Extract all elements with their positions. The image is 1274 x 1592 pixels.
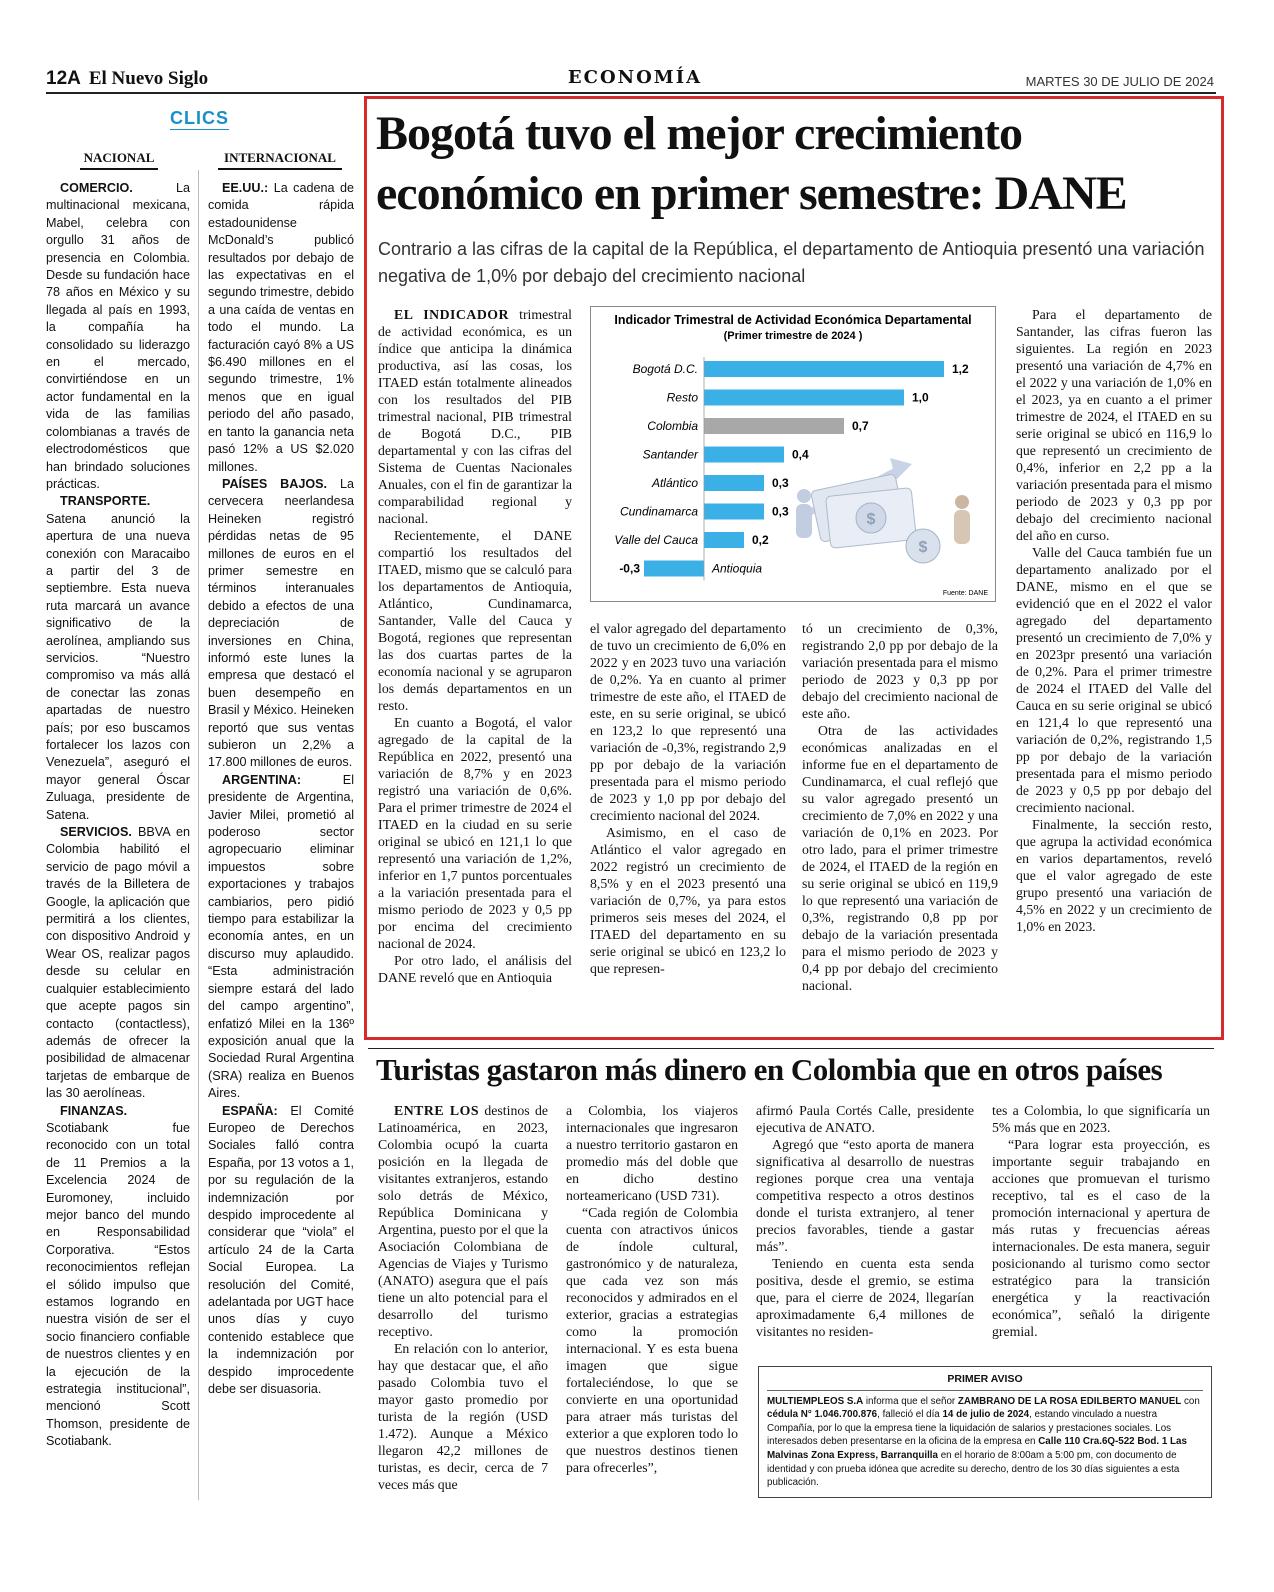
paragraph: [378, 306, 572, 527]
legal-notice: [758, 1366, 1212, 1498]
paragraph: afirmó Paula Cortés Calle, presidente ejecutiva de ANATO.: [756, 1103, 974, 1135]
article1-column-4: [1016, 306, 1212, 935]
briefs-nacional: [46, 180, 190, 1451]
chart-bar: [704, 532, 744, 548]
paragraph: Teniendo en cuenta esta senda positiva, desde el gremio, se estima que, para el cierre de 2024, llegarían aproximadamente 6,4 millones de visitantes no residen-: [756, 1256, 974, 1339]
column-divider: [198, 170, 199, 1500]
brief-item: [208, 1103, 354, 1399]
paragraph: En relación con lo anterior, hay que destacar que, el año pasado Colombia tuvo el mayor gasto promedio por turista de la región (USD 1.472). Aunque a México llegaron 42,2 millones de turistas, es decir, cerca de 7 veces más que: [378, 1341, 548, 1492]
brief-item: [46, 180, 190, 493]
brief-item: [46, 824, 190, 1103]
article-subtitle: Contrario a las cifras de la capital de la República, el departamento de Antioquia presentó una variación negativa de 1,0% por debajo del crecimiento nacional: [378, 239, 1205, 286]
chart-bar: [704, 504, 764, 520]
brief-text: El Comité Europeo de Derechos Sociales falló contra España, por 13 votos a 1, por su regulación de la indemnización por despido improcedente al considerar que “viola” el artículo 24 de la Carta Social Europea. La resolución del Comité, adelantada por UGT hace unos días y cuyo contenido establece que la indemnización por despido improcedente debe ser disuasoria.: [208, 1103, 354, 1397]
column-heading-internacional: INTERNACIONAL: [218, 150, 342, 170]
article2-column-1: [378, 1102, 548, 1493]
brief-lead: PAÍSES BAJOS.: [222, 476, 328, 491]
chart-category-label: Atlántico: [651, 476, 698, 490]
chart-category-label: Cundinamarca: [619, 504, 698, 519]
brief-text: BBVA en Colombia habilitó el servicio de pago móvil a través de la Billetera de Google, la aplicación que permitirá a los clientes, con dispositivo Android y Wear OS, realizar pagos desde su celular en cualquier establecimiento que acepte pagos sin contacto (contactless), además de ofrecer la posibilidad de almacenar tarjetas de embarque de las 30 aerolíneas.: [46, 825, 190, 1101]
article-headline: Bogotá tuvo el mejor crecimiento económico en primer semestre: DANE: [376, 107, 1127, 220]
paragraph: [378, 1102, 548, 1340]
brief-text: Satena anunció la apertura de una nueva conexión con Maracaibo a partir del 3 de septiembre. Esta nueva ruta marcará un avance significativo de la aerolínea, ampliando sus servicios. “Nuestro compromiso va más allá de conectar las zonas apartadas de nuestro país; por eso buscamos fortalecer los lazos con Venezuela”, aseguró el mayor general Óscar Zuluaga, presidente de Satena.: [46, 511, 190, 822]
paragraph: Agregó que “esto aporta de manera significativa al desarrollo de nuestras regiones porque crea una ventaja competitiva respecto a otros destinos donde el turista extranjero, al tener precios favorables, tiende a gastar más”.: [756, 1137, 974, 1254]
clics-label: CLICS: [170, 108, 229, 128]
paragraph: En cuanto a Bogotá, el valor agregado de la capital de la República en 2022, presentó una variación de 8,7% y en 2023 registró una variación de 0,6%. Para el primer trimestre de 2024 el ITAED en la ciudad en su serie original se ubicó en 121,1 lo que representó una variación de 1,2%, inferior en 1,7 puntos porcentuales a la variación presentada para el mismo periodo de 2023 y 0,5 pp por encima del crecimiento nacional de 2024.: [378, 715, 572, 951]
issue-date: MARTES 30 DE JULIO DE 2024: [1025, 74, 1214, 89]
chart-bar: [704, 390, 904, 406]
chart-category-label: Antioquia: [712, 561, 763, 576]
brief-text: La cervecera neerlandesa Heineken registró pérdidas netas de 95 millones de euros en el primer semestre en términos interanuales debido a efectos de una depreciación de inversiones en China, informó este lunes la empresa que destacó el buen desempeño en Brasil y México. Heineken reportó que sus ventas subieron un 2,2% a 17.800 millones de euros.: [208, 476, 354, 770]
chart-value-label: 0,2: [752, 533, 769, 547]
paragraph: Valle del Cauca también fue un departamento analizado por el DANE, mismo en el que se evidenció que en el 2022 el valor agregado del departamento presentó un crecimiento de 7,0% y en 2023pr presentó una variación de 0,2%. Para el primer trimestre de 2024 el ITAED del Valle del Cauca en su serie original se ubicó en 121,4 lo que representó una variación de 0,2%, registrando 1,5 pp por debajo de la variación presentada para el mismo periodo de 2023 y 0,5 pp por debajo del crecimiento nacional.: [1016, 545, 1212, 815]
paragraph-text: trimestral de actividad económica, es un índice que anticipa la dinámica productiva, así las cosas, los ITAED están totalmente alineados con los resultados del PIB trimestral nacional, PIB trimestral de Bogotá D.C., PIB departamental y con las cifras del Sistema de Cuentas Nacionales Anuales, con el fin de garantizar la comparabilidad regional y nacional.: [378, 307, 572, 526]
article2-column-3: [756, 1102, 974, 1340]
page-number: 12A: [46, 68, 81, 89]
paragraph: Asimismo, en el caso de Atlántico el valor agregado en 2022 registró un crecimiento de 8,5% y en el 2023 presentó una variación de 0,7%, ya para estos primeros seis meses del 2024, el ITAED del departamento en su serie original se ubicó en 123,2 lo que represen-: [590, 825, 786, 976]
notice-divider: [767, 1390, 1203, 1391]
brief-text: Scotiabank fue reconocido con un total de 11 Premios a la Excelencia 2024 de Euromoney, incluido mejor banco del mundo en Responsabilidad Corporativa. “Estos reconocimientos reflejan el sólido impulso que estamos logrando en nuestra visión de ser el socio financiero confiable de nuestros clientes y en la ejecución de la estrategia institucional”, mencionó Scott Thomson, presidente de Scotiabank.: [46, 1120, 190, 1449]
chart-value-label: 1,2: [952, 362, 969, 376]
chart-category-label: Colombia: [647, 419, 698, 433]
chart-bar: [704, 447, 784, 463]
brief-lead: TRANSPORTE.: [60, 494, 151, 509]
paragraph: Para el departamento de Santander, las cifras fueron las siguientes. La región en 2023 presentó una variación de 4,7% en el 2022 y una variación de 1,0% en el 2023, ya en cuanto a el primer trimestre de 2024, el ITAED en su serie original se ubicó en 116,9 lo que representó un crecimiento de 0,4%, inferior en 2,2 pp a la variación presentada para el mismo periodo de 2023 y 0,3 pp por debajo del crecimiento nacional del año en curso.: [1016, 307, 1212, 543]
paragraph: el valor agregado del departamento de tuvo un crecimiento de 6,0% en 2022 y en 2023 tuvo una variación de 0,2%. Ya en cuanto al primer trimestre de este año, el ITAED de este, en su serie original, se ubicó en 123,2 lo que representó una variación de -0,3%, registrando 2,9 pp por debajo de la variación presentada para el mismo periodo de 2023 y 1,0 pp por debajo del crecimiento nacional del 2024.: [590, 621, 786, 823]
header-divider: [46, 92, 1216, 94]
notice-text: , falleció el día: [877, 1409, 943, 1421]
column-heading-nacional: NACIONAL: [80, 150, 158, 170]
article-lead: EL INDICADOR: [394, 307, 510, 322]
paragraph: “Cada región de Colombia cuenta con atractivos únicos de índole cultural, gastronómico y de naturaleza, que cada vez son más reconocidos y admirados en el exterior, gracias a estrategias como la promoción internacional. Y es esta buena imagen que sigue fortaleciéndose, lo que se convierte en una oportunidad para atraer más turistas del exterior a que exploren todo lo que nuestros destinos tienen para ofrecerles”,: [566, 1205, 738, 1475]
brief-text: La multinacional mexicana, Mabel, celebra con orgullo 31 años de presencia en Colombia. Desde su fundación hace 78 años en México y su llegada al país en 1993, la compañía ha consolidado su liderazgo en el mercado, convirtiéndose en un actor fundamental en la vida de las familias colombianas a través de electrodomésticos que han brindado soluciones prácticas.: [46, 181, 190, 491]
chart-category-label: Santander: [642, 447, 698, 462]
chart-bar: [704, 475, 764, 491]
chart-bar: [704, 418, 844, 434]
brief-item: [208, 772, 354, 1103]
chart-category-label: Valle del Cauca: [614, 533, 698, 547]
chart-subtitle: (Primer trimestre de 2024 ): [723, 330, 863, 342]
brief-item: [46, 493, 190, 824]
brief-lead: FINANZAS.: [60, 1103, 128, 1118]
paragraph: Otra de las actividades económicas analizadas en el informe fue en el departamento de Cundinamarca, el cual reflejó que su valor agregado presentó un crecimiento de 7,0% en 2022 y una variación de 0,1% en 2023. Por otro lado, para el primer trimestre de 2024, el ITAED de la región en su serie original se ubicó en 119,9 lo que representó una variación de 0,3%, registrando 0,8 pp por debajo de la variación presentada para el mismo periodo de 2023 y 0,4 pp por debajo del crecimiento nacional.: [802, 723, 998, 993]
notice-id: cédula N° 1.046.700.876: [767, 1409, 878, 1421]
paragraph: a Colombia, los viajeros internacionales que ingresaron a nuestro territorio gastaron en promedio más del doble que en dicho destino norteamericano (USD 731).: [566, 1103, 738, 1203]
chart-value-label: 1,0: [912, 390, 929, 405]
notice-title: PRIMER AVISO: [947, 1373, 1023, 1385]
svg-text:$: $: [918, 539, 928, 556]
chart-source: Fuente: DANE: [942, 590, 988, 597]
paragraph: Por otro lado, el análisis del DANE reveló que en Antioquia: [378, 953, 572, 985]
brief-lead: SERVICIOS.: [60, 825, 132, 840]
paragraph: Recientemente, el DANE compartió los resultados del ITAED, mismo que se calculó para los departamentos de Antioquia, Atlántico, Cundinamarca, Santander, Valle del Cauca y Bogotá, regiones que representan las dos cuartas partes de la economía nacional y se agruparon los demás departamentos en un resto.: [378, 528, 572, 713]
brief-item: [208, 476, 354, 772]
paragraph-text: destinos de Latinoamérica, en 2023, Colombia ocupó la cuarta posición en la llegada de visitantes extranjeros, estando solo detrás de México, República Dominicana y Argentina, puesto por el que la Asociación Colombiana de Agencias de Viajes y Turismo (ANATO) asegura que el país tiene un alto potencial para el desarrollo del turismo receptivo.: [378, 1103, 549, 1339]
brief-item: [208, 180, 354, 476]
brief-lead: EE.UU.:: [222, 181, 269, 195]
chart-title: Indicador Trimestral de Actividad Económica Departamental: [614, 313, 972, 327]
chart-svg: [590, 306, 996, 602]
article1-column-2: [590, 620, 786, 977]
chart-value-label: 0,7: [852, 419, 869, 433]
notice-text: con: [1181, 1395, 1200, 1407]
brief-lead: ESPAÑA:: [222, 1103, 278, 1118]
chart-category-label: Resto: [666, 390, 698, 405]
notice-address: Calle 110 Cra.6Q-522 Bod. 1 Las Malvinas Zona Express, Barranquilla: [767, 1436, 1187, 1461]
article1-column-3: [802, 620, 998, 994]
chart-value-label: 0,4: [792, 447, 809, 462]
notice-company: MULTIEMPLEOS S.A: [767, 1395, 864, 1407]
article-divider: [368, 1048, 1214, 1049]
brief-text: El presidente de Argentina, Javier Milei, prometió al poderoso sector agropecuario eliminar impuestos sobre exportaciones y trabajos cambiarios, pero pidió tiempo para estabilizar la economía antes, en un discurso muy aplaudido. “Esta administración siempre estará del lado del campo argentino”, enfatizó Milei en la 136º exposición anual que la Sociedad Rural Argentina (SRA) realiza en Buenos Aires.: [208, 772, 354, 1101]
brief-lead: COMERCIO.: [60, 181, 133, 195]
newspaper-name: El Nuevo Siglo: [88, 68, 209, 89]
notice-date: 14 de julio de 2024: [942, 1409, 1030, 1421]
paragraph: tó un crecimiento de 0,3%, registrando 2,0 pp por debajo de la variación presentada para el mismo periodo de 2023 y 0,3 pp por debajo del crecimiento nacional de este año.: [802, 621, 998, 721]
svg-text:$: $: [866, 511, 876, 528]
notice-text: , estando vinculado a nuestra Compañía, por lo que la empresa tiene la liquidación de salarios y prestaciones sociales. Los interesados deben presentarse en la oficina de la empresa en: [767, 1409, 1172, 1448]
chart-bar: [704, 361, 944, 377]
notice-text: informa que el señor: [863, 1395, 958, 1407]
article1-column-1: [378, 306, 572, 986]
paragraph: “Para lograr esta proyección, es importante seguir trabajando en acciones que promuevan el turismo receptivo, tal es el caso de la promoción internacional y apertura de más rutas y frecuencias aéreas internacionales. De esta manera, seguir posicionando al turismo como sector estratégico para la transición energética y la reactivación económica”, señaló la dirigente gremial.: [992, 1137, 1210, 1339]
article2-column-4: [992, 1102, 1210, 1340]
notice-person: ZAMBRANO DE LA ROSA EDILBERTO MANUEL: [957, 1395, 1182, 1407]
article2-column-2: [566, 1102, 738, 1476]
chart-value-label: -0,3: [619, 561, 640, 576]
chart-category-label: Bogotá D.C.: [632, 362, 698, 376]
chart-value-label: 0,3: [772, 504, 789, 519]
itaed-chart: [590, 306, 996, 602]
article-lead: ENTRE LOS: [394, 1103, 480, 1118]
brief-text: La cadena de comida rápida estadounidense McDonald’s publicó resultados por debajo de las expectativas en el segundo trimestre, debido a una caída de ventas en todo el mundo. La facturación cayó 8% a US $6.490 millones en el segundo trimestre, 1% menos que en igual periodo del año pasado, en tanto la ganancia neta pasó 12% a US $2.020 millones.: [208, 181, 354, 474]
page-header-left: [46, 68, 208, 90]
paragraph: tes a Colombia, lo que significaría un 5% más que en 2023.: [992, 1103, 1210, 1135]
section-title: ECONOMÍA: [567, 67, 703, 88]
briefs-internacional: [208, 180, 354, 1398]
notice-text: en el horario de 8:00am a 5:00 pm, con documento de identidad y con prueba idónea que acredite su derecho, dentro de los 30 días siguientes a esta publicación.: [767, 1449, 1180, 1489]
notice-body: [767, 1395, 1203, 1490]
brief-lead: ARGENTINA:: [222, 772, 302, 787]
brief-item: [46, 1103, 190, 1451]
chart-value-label: 0,3: [772, 476, 789, 490]
paragraph: Finalmente, la sección resto, que agrupa la actividad económica en varios departamentos, reveló que el valor agregado de este grupo presentó una variación de 4,5% en 2022 y un crecimiento de 1,0% en 2023.: [1016, 817, 1212, 934]
article2-headline: Turistas gastaron más dinero en Colombia que en otros países: [376, 1052, 1163, 1087]
chart-bar: [644, 561, 704, 577]
